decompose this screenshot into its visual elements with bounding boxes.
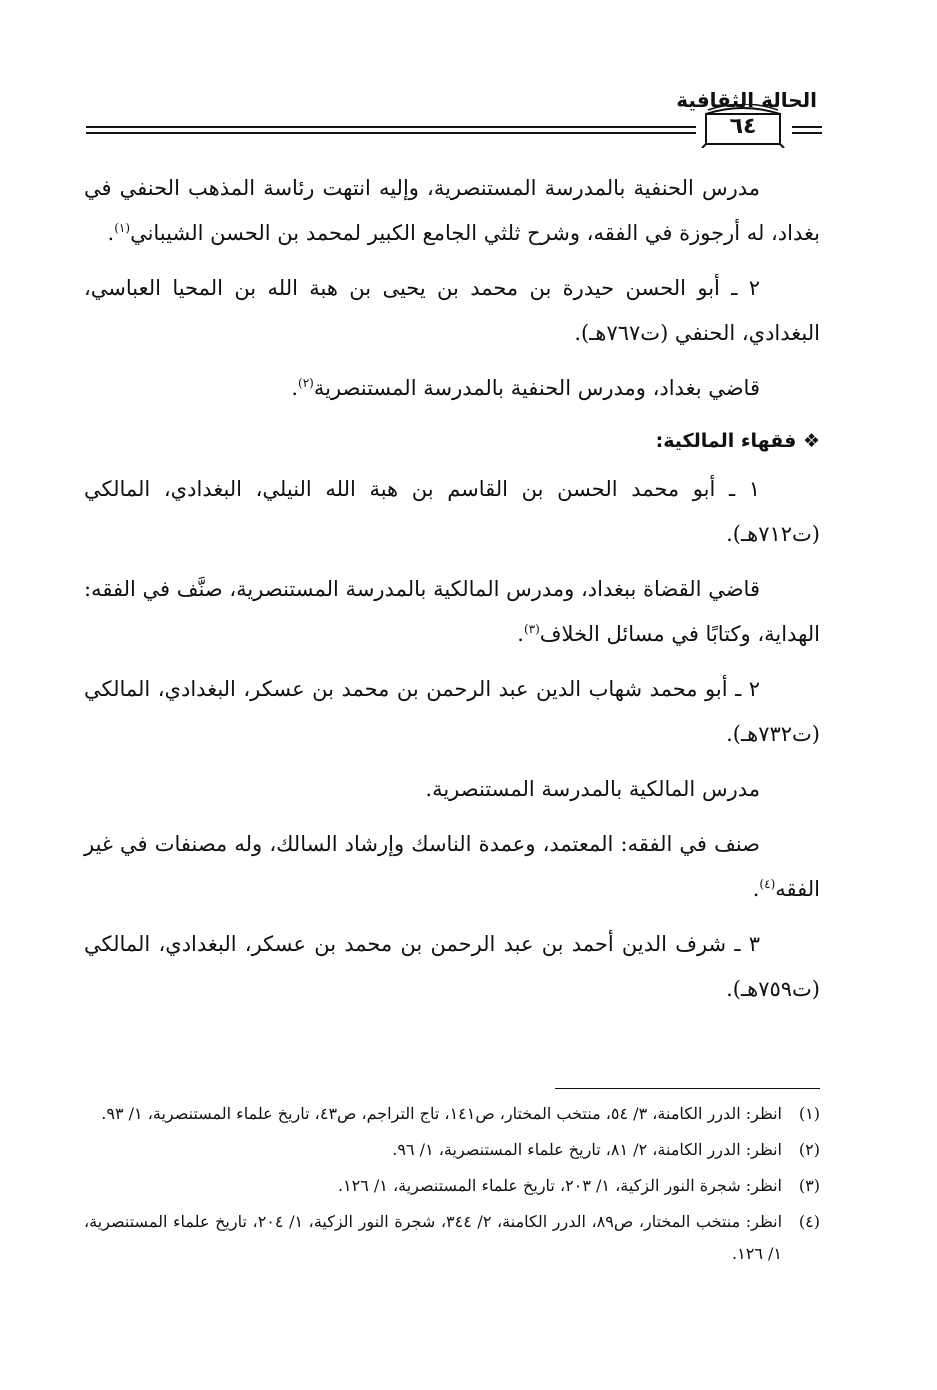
footnote-number: (٤) xyxy=(798,1212,820,1231)
footnote-text: انظر: الدرر الكامنة، ٢/ ٨١، تاريخ علماء المستنصرية، ١/ ٩٦. xyxy=(392,1140,782,1159)
running-header-title: الحالة الثقافية xyxy=(676,88,817,112)
page-number-ornament xyxy=(700,104,786,148)
footnote-text: انظر: الدرر الكامنة، ٣/ ٥٤، منتخب المختار، ص١٤١، تاج التراجم، ص٤٣، تاريخ علماء المستنصرية، ١/ ٩٣. xyxy=(101,1104,782,1123)
footnote-text: انظر: شجرة النور الزكية، ١/ ٢٠٣، تاريخ علماء المستنصرية، ١/ ١٢٦. xyxy=(337,1176,782,1195)
footnote-number: (٣) xyxy=(798,1176,820,1195)
footnote-separator xyxy=(555,1088,820,1089)
footnote xyxy=(84,1170,820,1202)
paragraph: صنف في الفقه: المعتمد، وعمدة الناسك وإرشاد السالك، وله مصنفات في غير الفقه$^{(٤)}$. xyxy=(84,832,820,901)
header-rule xyxy=(792,126,822,128)
footnote-ref[interactable]: (٤) xyxy=(759,877,776,891)
section-heading: ❖ فقهاء المالكية: xyxy=(655,430,820,452)
paragraph: مدرس الحنفية بالمدرسة المستنصرية، وإليه انتهت رئاسة المذهب الحنفي في بغداد، له أرجوزة في الفقه، وشرح ثلثي الجامع الكبير لمحمد بن الحسن الشيباني$^{(١)}$. xyxy=(84,176,820,245)
paragraph: ٣ ـ شرف الدين أحمد بن عبد الرحمن بن محمد بن عسكر، البغدادي، المالكي (ت٧٥٩هـ). xyxy=(84,932,820,1001)
footnote-ref[interactable]: (٢) xyxy=(298,376,314,390)
footnote xyxy=(84,1098,820,1130)
paragraph: قاضي القضاة ببغداد، ومدرس المالكية بالمدرسة المستنصرية، صنَّف في الفقه: الهداية، وكتابًا في مسائل الخلاف$^{(٣)}$. xyxy=(84,577,820,646)
footnotes xyxy=(84,1098,820,1274)
paragraph: ٢ ـ أبو محمد شهاب الدين عبد الرحمن بن محمد بن عسكر، البغدادي، المالكي (ت٧٣٢هـ). xyxy=(84,677,820,746)
paragraph: ٢ ـ أبو الحسن حيدرة بن محمد بن يحيى بن هبة الله بن المحيا العباسي، البغدادي، الحنفي (ت٧٦٧هـ). xyxy=(84,276,820,345)
paragraph: ١ ـ أبو محمد الحسن بن القاسم بن هبة الله النيلي، البغدادي، المالكي (ت٧١٢هـ). xyxy=(84,477,820,546)
header-rule xyxy=(86,132,696,134)
paragraph: قاضي بغداد، ومدرس الحنفية بالمدرسة المستنصرية$^{(٢)}$. xyxy=(291,376,760,400)
footnote xyxy=(84,1134,820,1166)
footnote-ref[interactable]: (٣) xyxy=(523,622,540,636)
footnote-text: انظر: منتخب المختار، ص٨٩، الدرر الكامنة، ٢/ ٣٤٤، شجرة النور الزكية، ١/ ٢٠٤، تاريخ علماء المستنصرية، ١/ ١٢٦. xyxy=(84,1212,783,1263)
footnote-number: (٢) xyxy=(798,1140,820,1159)
footnote-number: (١) xyxy=(798,1104,820,1123)
footnote-ref[interactable]: (١) xyxy=(114,221,131,235)
paragraph: مدرس المالكية بالمدرسة المستنصرية. xyxy=(425,777,760,801)
header-rule xyxy=(792,132,822,134)
main-text xyxy=(84,166,820,1022)
footnote xyxy=(84,1206,820,1270)
header-rule xyxy=(86,126,696,128)
page-number: ٦٤ xyxy=(729,114,757,139)
